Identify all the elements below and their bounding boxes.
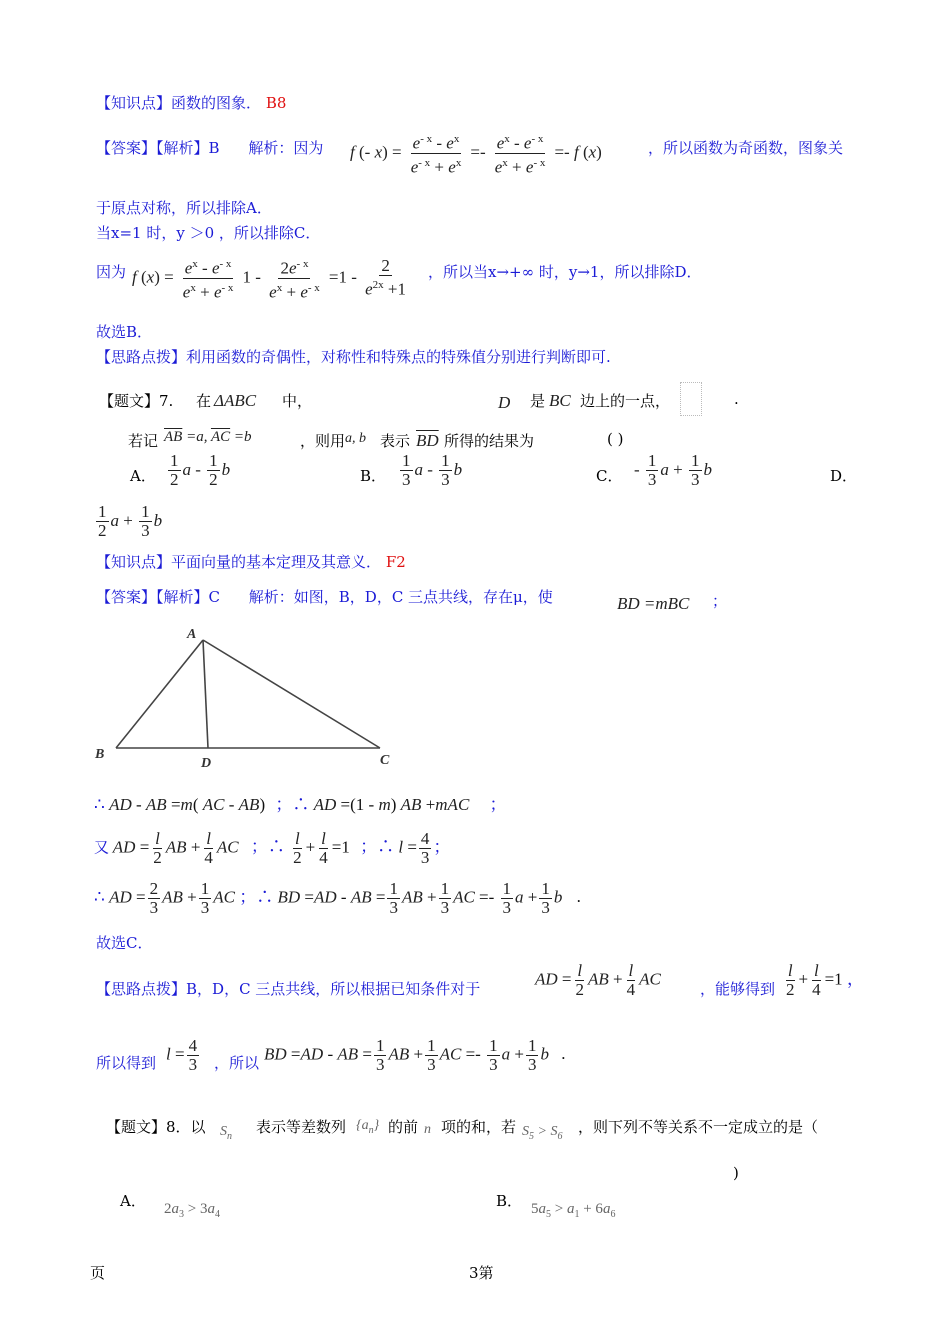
q7-hint-line2: 所以得到: [96, 1054, 157, 1072]
q8-condition: $S_5 > S_6$: [522, 1124, 563, 1142]
q6-answer-label: [96, 137, 323, 158]
knowledge-text: 平面向量的基本定理及其意义．: [171, 553, 382, 571]
q8-text-b: 的前: [388, 1118, 419, 1136]
q7-line2-c: 表示: [380, 432, 411, 450]
q8-label: 【题文】8．以: [106, 1118, 206, 1136]
q7-stem-a: 在: [196, 392, 212, 410]
q6-line3: 当x=1 时，y ＞0 ，所以排除C．: [96, 224, 321, 242]
q7-hint-mid: ，能够得到: [700, 980, 776, 998]
q7-knowledge: [96, 551, 406, 572]
q7-option-c-expr: - $\frac{1}{3}$ a + $\frac{1}{3}$ b: [634, 451, 713, 489]
q7-hint-line2b: ，所以: [214, 1054, 260, 1072]
q8-text-a: 表示等差数列: [256, 1118, 347, 1136]
hint-text: 利用函数的奇偶性，对称性和特殊点的特殊值分别进行判断即可.: [186, 348, 611, 366]
q6-hint: [96, 346, 611, 367]
q7-hint-formula-3: l = $\frac{4}{3}$: [166, 1036, 198, 1074]
q6-line4-pre: 因为: [96, 263, 127, 281]
q7-hint-formula-4: BD =AD - AB = $\frac{1}{3}$ AB + $\frac{1}{3}$ AC =- $\frac{1}{3}$ a + $\frac{1}{3}$ b .: [264, 1036, 566, 1074]
footer-left: 页: [90, 1264, 106, 1282]
q8-an: $\{a_n\}$: [356, 1118, 380, 1136]
q7-semicolon: ；: [712, 592, 728, 610]
q8-option-b-label: B．: [496, 1192, 523, 1210]
label-b: B: [95, 747, 105, 762]
knowledge-code: B8: [265, 94, 287, 112]
label-a: A: [187, 627, 197, 642]
q7-line2-d: 所得的结果为: [444, 432, 535, 450]
q8-option-a-label: A．: [120, 1192, 146, 1210]
q7-option-b-label: B．: [360, 467, 387, 485]
q7-option-c-label: C．: [596, 467, 623, 485]
q6-formula-1: f (- x) = $\frac{e^{- x} - e^x}{e^{- x} + e^x}$ =- $\frac{e^x - e^{- x}}{e^x + e^{- x}}$ =- f (x): [350, 130, 602, 176]
q7-line2-b: ，则用: [300, 432, 346, 450]
q8-option-a-expr: $2a_3 > 3a_4$: [164, 1201, 220, 1220]
q7-option-d-expr: $\frac{1}{2}$ a + $\frac{1}{3}$ b: [98, 502, 163, 540]
label-c: C: [380, 753, 390, 768]
q7-conclusion: 故选C．: [96, 934, 153, 952]
knowledge-text: 函数的图象．: [171, 94, 262, 112]
q6-formula-2: f (x) = $\frac{e^x - e^{- x}}{e^x + e^{- x}}$ 1 - $\frac{2e^{- x}}{e^x + e^{- x}}$ =1 - $\frac{2}{e^{2x} +1}$: [132, 256, 407, 302]
broken-image-placeholder: [680, 382, 702, 416]
hint-text: B，D，C 三点共线，所以根据已知条件对于: [186, 980, 481, 998]
q7-hint-formula-2: $\frac{l}{2}$ + $\frac{l}{4}$ =1 ，: [786, 961, 864, 999]
q7-derivation-1: ∴ AD - AB =m( AC - AB) ；∴ AD =(1 - m) AB +mAC ；: [94, 795, 507, 814]
q7-stem-period: .: [734, 390, 739, 408]
q7-side-bc: BC: [549, 391, 571, 410]
q8-close: ): [733, 1164, 739, 1182]
knowledge-tag: 【知识点】: [96, 94, 172, 112]
q7-option-a-expr: $\frac{1}{2}$ a - $\frac{1}{2}$ b: [170, 451, 231, 489]
hint-tag: 【思路点拨】: [96, 980, 187, 998]
q7-answer: [96, 586, 553, 607]
q7-option-a-label: A．: [130, 467, 156, 485]
q7-bd-eq: BD =mBC: [617, 594, 690, 613]
q6-conclusion: 故选B．: [96, 323, 153, 341]
q6-line4-post: ，所以当x→+∞ 时，y→1，所以排除D．: [428, 263, 702, 281]
q6-knowledge: [96, 92, 286, 113]
q7-point-d: D: [498, 393, 511, 412]
q7-stem-c: 是: [530, 392, 546, 410]
q8-text-d: ，则下列不等关系不一定成立的是（: [578, 1118, 819, 1136]
q7-vector-bd: $\overline{BD}$: [416, 431, 439, 450]
knowledge-code: F2: [385, 553, 406, 571]
q7-hint-formula-1: AD = $\frac{l}{2}$ AB + $\frac{l}{4}$ AC: [535, 961, 661, 999]
q7-derivation-2: 又 AD = $\frac{l}{2}$ AB + $\frac{l}{4}$ AC ；∴ $\frac{l}{2}$ + $\frac{l}{4}$ =1 ；∴ l = $\frac{4}{3}$ ；: [94, 829, 451, 867]
label-d: D: [201, 756, 212, 771]
q7-line2-a: 若记: [128, 432, 159, 450]
knowledge-tag: 【知识点】: [96, 553, 172, 571]
q8-sn: $S_n$: [220, 1124, 232, 1142]
q7-stem-b: 中，: [282, 392, 313, 410]
q6-answer-after: ，所以函数为奇函数，图象关: [648, 139, 844, 157]
q7-paren: ( ): [607, 430, 624, 448]
answer-tag: 【答案】【解析】C: [96, 588, 220, 606]
answer-text: 解析：因为: [248, 139, 324, 157]
q7-option-d-label: D．: [830, 467, 858, 485]
answer-tag: 【答案】【解析】B: [96, 139, 220, 157]
q7-vector-def: $\overline{AB} =a$, $\overline{AC} =b$: [164, 429, 252, 445]
q8-text-c: 项的和，若: [441, 1118, 517, 1136]
q7-option-b-expr: $\frac{1}{3}$ a - $\frac{1}{3}$ b: [402, 451, 463, 489]
q8-option-b-expr: $5a_5 > a_1 + 6a_6$: [531, 1201, 616, 1220]
q7-label: 【题文】7.: [99, 392, 174, 410]
q7-ab-vars: a, b: [345, 431, 366, 446]
answer-text: 解析：如图，B，D，C 三点共线，存在μ，使: [248, 588, 553, 606]
q7-stem-d: 边上的一点，: [580, 392, 671, 410]
q7-triangle-abc: ΔABC: [214, 391, 257, 410]
q7-derivation-3: ∴ AD = $\frac{2}{3}$ AB + $\frac{1}{3}$ AC ；∴ BD =AD - AB = $\frac{1}{3}$ AB + $\frac{1}{3}$ AC =- $\frac{1}{3}$ a + $\frac{1}{3}$ b .: [94, 879, 581, 917]
triangle-figure: [90, 622, 400, 772]
q6-line2: 于原点对称，所以排除A．: [96, 199, 272, 217]
hint-tag: 【思路点拨】: [96, 348, 187, 366]
footer-page-number: 3第: [469, 1264, 494, 1282]
q7-hint: [96, 978, 480, 999]
q8-n: n: [424, 1122, 431, 1137]
